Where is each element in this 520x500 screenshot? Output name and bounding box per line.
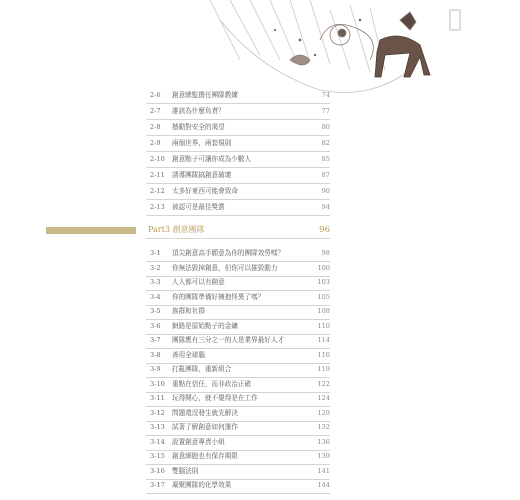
entry-title: 試著了解創意如何運作 [172,423,238,431]
entry-title: 設置創意專責小組 [172,437,225,446]
entry-number: 3-14 [150,437,165,446]
entry-page: 103 [317,278,330,286]
entry-number: 3-13 [150,423,165,431]
entry-title: 創意點子可讓你成為少數人 [172,155,252,163]
part-page: 96 [319,225,330,235]
entry-page: 85 [321,155,330,163]
entry-page: 108 [317,307,330,315]
entry-title: 善用全球腦 [172,350,205,359]
toc-entry[interactable] [146,199,330,216]
entry-number: 2-7 [150,107,161,115]
toc-entry[interactable] [146,151,330,168]
entry-page: 100 [317,263,330,272]
entry-title: 重點在信任，而非政治正確 [172,379,252,388]
entry-title: 你無法毀掉創意，但你可以摧毀動力 [172,263,278,272]
entry-page: 114 [317,336,330,344]
entry-number: 3-8 [150,350,161,359]
entry-page: 144 [317,481,330,489]
entry-title: 兩個世界，兩套規則 [172,139,232,147]
entry-page: 105 [317,292,330,301]
entry-page: 80 [321,123,330,131]
entry-title: 玩得開心，就不覺得是在工作 [172,394,258,402]
entry-number: 3-6 [150,321,161,330]
entry-number: 3-2 [150,263,161,272]
entry-number: 3-9 [150,365,161,373]
entry-number: 3-17 [150,481,165,489]
toc-entry[interactable] [146,87,330,104]
part-heading-bar [46,227,136,234]
entry-number: 3-3 [150,278,161,286]
entry-page: 116 [317,350,330,359]
entry-title: 問題還沒發生就先解決 [172,408,238,417]
entry-page: 141 [317,466,330,475]
entry-title: 凝聚團隊的化學效果 [172,481,232,489]
entry-page: 77 [321,107,330,115]
toc-entry[interactable] [146,183,330,200]
entry-page: 124 [317,394,330,402]
entry-title: 誘導團隊搞創意破壞 [172,171,232,179]
entry-page: 94 [321,203,330,211]
entry-number: 3-12 [150,408,165,417]
entry-title: 打亂團隊，重新組合 [172,365,232,373]
entry-page: 136 [317,437,330,446]
entry-page: 129 [317,408,330,417]
entry-number: 2-10 [150,155,165,163]
entry-number: 3-4 [150,292,161,301]
entry-number: 2-12 [150,187,165,195]
entry-page: 110 [317,321,330,330]
toc-entry[interactable] [146,119,330,136]
entry-title: 創意細胞也有保存期限 [172,452,238,460]
entry-page: 122 [317,379,330,388]
entry-number: 3-10 [150,379,165,388]
toc-entry[interactable] [146,167,330,184]
entry-title: 團隊應有三分之一的人是業界最好人才 [172,336,285,344]
entry-page: 139 [317,452,330,460]
entry-page: 82 [321,139,330,147]
entry-page: 87 [321,171,330,179]
toc-entry[interactable] [146,103,330,120]
entry-title: 網路是原始點子的金礦 [172,321,238,330]
entry-title: 人人都可以有創意 [172,278,225,286]
part-title: Part3 創意團隊 [148,225,205,234]
toc-entry[interactable] [146,135,330,152]
entry-title: 頂尖創意高手願意為你的團隊效勞嗎？ [172,249,285,257]
entry-title: 誰該為什麼負責？ [172,107,225,115]
entry-title: 被認可是最佳獎賞 [172,203,225,211]
entry-title: 族群和社群 [172,307,205,315]
entry-title: 雙腦法則 [172,466,199,475]
entry-title: 你的團隊準備好擁抱怪異了嗎？ [172,292,265,301]
entry-number: 3-11 [150,394,165,402]
entry-number: 3-5 [150,307,161,315]
entry-number: 3-1 [150,249,161,257]
entry-number: 3-7 [150,336,161,344]
entry-title: 創意總監擔任團隊教練 [172,91,238,99]
entry-page: 90 [321,187,330,195]
entry-page: 98 [321,249,330,257]
entry-number: 2-11 [150,171,165,179]
entry-number: 2-9 [150,139,161,147]
entry-page: 132 [317,423,330,431]
entry-title: 太多好東西可能會致命 [172,187,238,195]
part-heading[interactable] [146,222,330,239]
entry-number: 3-16 [150,466,165,475]
entry-number: 2-8 [150,123,161,131]
entry-number: 2-13 [150,203,165,211]
entry-title: 撼動對安全的渴望 [172,123,225,131]
entry-number: 2-6 [150,91,161,99]
entry-page: 119 [317,365,330,373]
toc-entry[interactable] [146,477,330,494]
entry-page: 74 [321,91,330,99]
entry-number: 3-15 [150,452,165,460]
